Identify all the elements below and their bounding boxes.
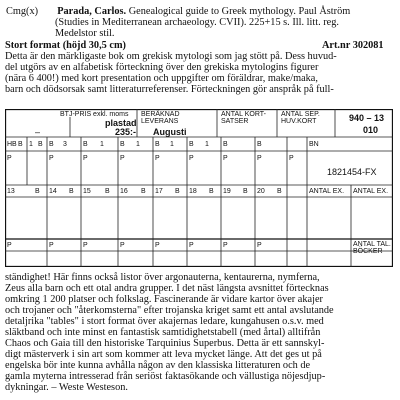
row1-cell: B: [257, 141, 262, 148]
row3-cell: B: [105, 188, 110, 195]
author-name: Parada, Carlos.: [57, 6, 127, 17]
row3-cell: 17: [155, 188, 163, 195]
separate-cards-label: ANTAL SEP. HUV.KORT: [281, 111, 320, 125]
catalog-number-top: 940 – 13: [349, 113, 385, 123]
price-value: 235:-: [115, 127, 137, 137]
row2-cell: P: [189, 155, 194, 162]
header-line-1: [6, 6, 350, 17]
row1-cell: BN: [309, 141, 319, 148]
row1-cell: B: [189, 141, 194, 148]
delivery-label: BERÄKNAD LEVERANS: [141, 111, 180, 125]
price-dash: –: [35, 127, 41, 137]
title-line-3: Medelstor stil.: [55, 28, 115, 39]
row2-cell: P: [7, 155, 12, 162]
row3-cell: 20: [257, 188, 265, 195]
delivery-value: Augusti: [153, 127, 187, 137]
row3-cell: B: [141, 188, 146, 195]
row1-cell: B: [120, 141, 125, 148]
row2-cell: P: [155, 155, 160, 162]
body-line: och trojaner och "återkomsterna" efter trojanska kriget samt ett antal avslutande: [5, 305, 334, 316]
row4-cell: P: [49, 242, 54, 249]
row1-cell: 1: [170, 141, 174, 148]
row1-cell: B: [223, 141, 228, 148]
intro-line: del utgörs av en alfabetisk förteckning över den grekiska mytologins figurer: [5, 62, 319, 73]
body-line: dykningar. – Weste Westeson.: [5, 382, 128, 393]
row2-cell: P: [49, 155, 54, 162]
price-sub-label: plastad: [105, 118, 137, 128]
row3-cell: 14: [49, 188, 57, 195]
row2-cell: P: [257, 155, 262, 162]
row4-cell: P: [189, 242, 194, 249]
order-code: 1821454-FX: [327, 167, 377, 177]
count-copies-label: ANTAL EX.: [309, 188, 345, 195]
title-line-2: (Studies in Mediterranean archaeology. CVII). 225+15 s. Ill. litt. reg.: [55, 17, 339, 28]
row4-cell: P: [120, 242, 125, 249]
row1-cell: 3: [63, 141, 67, 148]
row3-cell: 15: [83, 188, 91, 195]
catalog-number-bottom: 010: [363, 125, 379, 135]
row3-cell: B: [175, 188, 180, 195]
body-line: ständighet! Här finns också listor över argonauterna, kentaurerna, nymferna,: [5, 272, 320, 283]
body-line: Zeus alla barn och ett otal andra grupper. I det näst längsta avsnittet förtecknas: [5, 283, 329, 294]
body-line: släktband och inte minst en fantastisk samtidighetstabell (med årtal) alltifrån: [5, 327, 321, 338]
body-line: Chaos och Gaia till den historiske Tarquinius Superbus. Detta är ett sannskyl-: [5, 338, 325, 349]
row2-cell: P: [120, 155, 125, 162]
row1-cell: B: [38, 141, 43, 148]
row1-cell: 1: [136, 141, 140, 148]
row1-cell: 1: [205, 141, 209, 148]
count-copies-label: ANTAL EX.: [353, 188, 389, 195]
row2-cell: P: [289, 155, 294, 162]
row3-cell: B: [35, 188, 40, 195]
body-line: gamla myterna intresserad från seriöst faktasökande och vällustiga nöjesdjup-: [5, 371, 326, 382]
row4-cell: P: [223, 242, 228, 249]
row1-cell: 1: [29, 141, 33, 148]
row3-cell: B: [243, 188, 248, 195]
row1-cell: B: [49, 141, 54, 148]
row4-cell: P: [155, 242, 160, 249]
format-line: Stort format (höjd 30,5 cm): [5, 40, 126, 51]
body-line: omkring 1 200 platser och folkslag. Fascinerande är vidare kartor över akajer: [5, 294, 323, 305]
row4-cell: P: [257, 242, 262, 249]
intro-line: barn och dödsorsak samt litteraturreferenser. Förteckningen gör anspråk på full-: [5, 84, 334, 95]
row1-cell: B: [155, 141, 160, 148]
row3-cell: B: [277, 188, 282, 195]
body-line: digt mästerverk i sin art som kommer att leva mycket länge. Att det ges ut på: [5, 349, 322, 360]
row1-cell: B: [83, 141, 88, 148]
row2-cell: P: [83, 155, 88, 162]
row1-cell: B: [18, 141, 23, 148]
row1-cell: HB: [7, 141, 17, 148]
body-line: engelska bör inte kunna avhålla någon av den klassiska litteraturen och de: [5, 360, 311, 371]
body-line: detaljrika "tables" i stort format över akajernas ledare, kungahusen o.s.v. med: [5, 316, 324, 327]
classification-code: Cmg(x): [6, 6, 39, 17]
article-number: Art.nr 302081: [322, 40, 384, 51]
card-sets-label: ANTAL KORT-SATSER: [221, 111, 266, 125]
intro-line: Detta är den märkligaste bok om grekisk mytologi som jag stött på. Dess huvud-: [5, 51, 337, 62]
row4-cell: P: [7, 242, 12, 249]
order-form: [5, 109, 393, 267]
row1-cell: 1: [100, 141, 104, 148]
row3-cell: 19: [223, 188, 231, 195]
row3-cell: 18: [189, 188, 197, 195]
row3-cell: 13: [7, 188, 15, 195]
title-line-1: Genealogical guide to Greek mythology. Paul Åström: [126, 6, 351, 17]
row4-cell: P: [83, 242, 88, 249]
row3-cell: B: [69, 188, 74, 195]
row3-cell: B: [209, 188, 214, 195]
talking-books-label: ANTAL TAL. BÖCKER: [353, 241, 391, 255]
row3-cell: 16: [120, 188, 128, 195]
row2-cell: P: [223, 155, 228, 162]
price-label: BTJ-PRIS exkl. moms: [60, 111, 129, 118]
intro-line: (nära 6 400!) med kort presentation och uppgifter om föräldrar, make/maka,: [5, 73, 318, 84]
